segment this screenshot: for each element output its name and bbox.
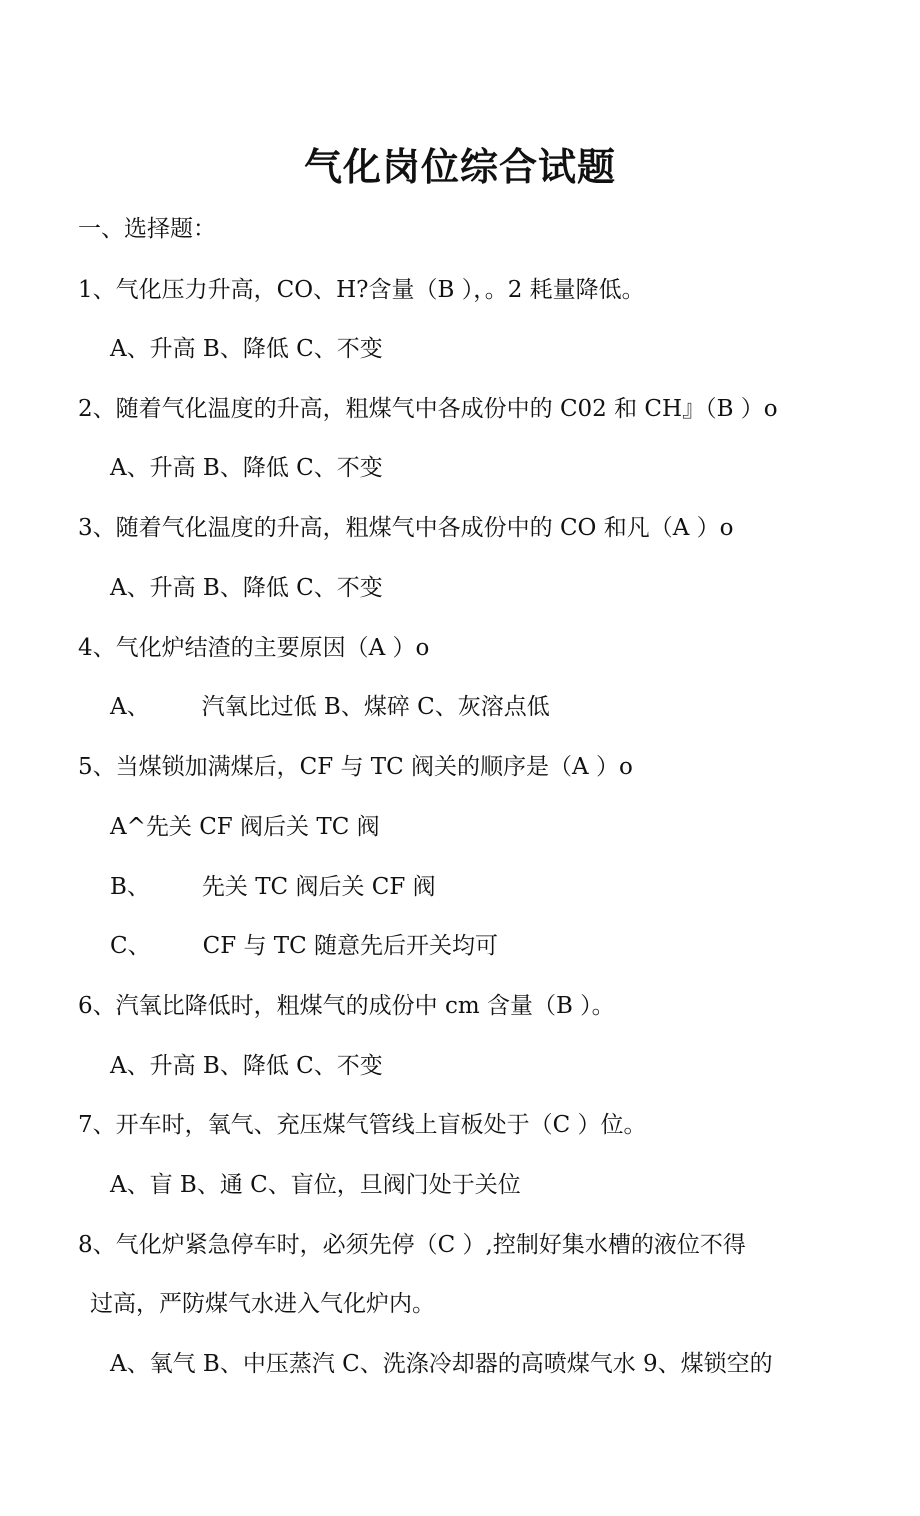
option-label-a: A、 bbox=[110, 694, 150, 720]
question-5: 5、当煤锁加满煤后，CF 与 TC 阀关的顺序是（A ）o bbox=[78, 754, 633, 780]
question-8-options: A、氧气 B、中压蒸汽 C、洗涤冷却器的高喷煤气水 9、煤锁空的 bbox=[110, 1351, 773, 1377]
option-text: 先关 TC 阀后关 CF 阀 bbox=[201, 874, 436, 900]
question-8: 8、气化炉紧急停车时，必须先停（C ）,控制好集水槽的液位不得 bbox=[78, 1232, 746, 1258]
option-text: 汽氧比过低 B、煤碎 C、灰溶点低 bbox=[201, 694, 550, 720]
page-title: 气化岗位综合试题 bbox=[303, 145, 616, 189]
question-1-options: A、升高 B、降低 C、不变 bbox=[110, 336, 383, 362]
question-6-options: A、升高 B、降低 C、不变 bbox=[110, 1053, 383, 1079]
question-4: 4、气化炉结渣的主要原因（A ）o bbox=[78, 635, 430, 661]
question-5-option-a: A^先关 CF 阀后关 TC 阀 bbox=[110, 814, 380, 840]
question-2-options: A、升高 B、降低 C、不变 bbox=[110, 455, 383, 481]
question-2: 2、随着气化温度的升高，粗煤气中各成份中的 C02 和 CH』（B ）o bbox=[78, 396, 778, 422]
question-7-options: A、盲 B、通 C、盲位，旦阀门处于关位 bbox=[110, 1172, 521, 1198]
question-5-option-b bbox=[110, 872, 436, 902]
option-text: CF 与 TC 随意先后开关均可 bbox=[202, 933, 499, 959]
section-heading: 一、选择题： bbox=[78, 216, 216, 242]
question-3: 3、随着气化温度的升高，粗煤气中各成份中的 CO 和凡（A ）o bbox=[78, 515, 734, 541]
question-4-options bbox=[110, 692, 550, 722]
question-6: 6、汽氧比降低时，粗煤气的成份中 cm 含量（B ）。 bbox=[78, 993, 615, 1019]
option-label-b: B、 bbox=[110, 874, 150, 900]
question-3-options: A、升高 B、降低 C、不变 bbox=[110, 575, 383, 601]
question-5-option-c bbox=[110, 931, 498, 961]
question-8-continued: 过高，严防煤气水进入气化炉内。 bbox=[90, 1291, 435, 1317]
question-7: 7、开车时，氧气、充压煤气管线上盲板处于（C ）位。 bbox=[78, 1112, 647, 1138]
option-label-c: C、 bbox=[110, 933, 151, 959]
question-1: 1、气化压力升高，CO、H?含量（B ），。2 耗量降低。 bbox=[78, 277, 645, 303]
